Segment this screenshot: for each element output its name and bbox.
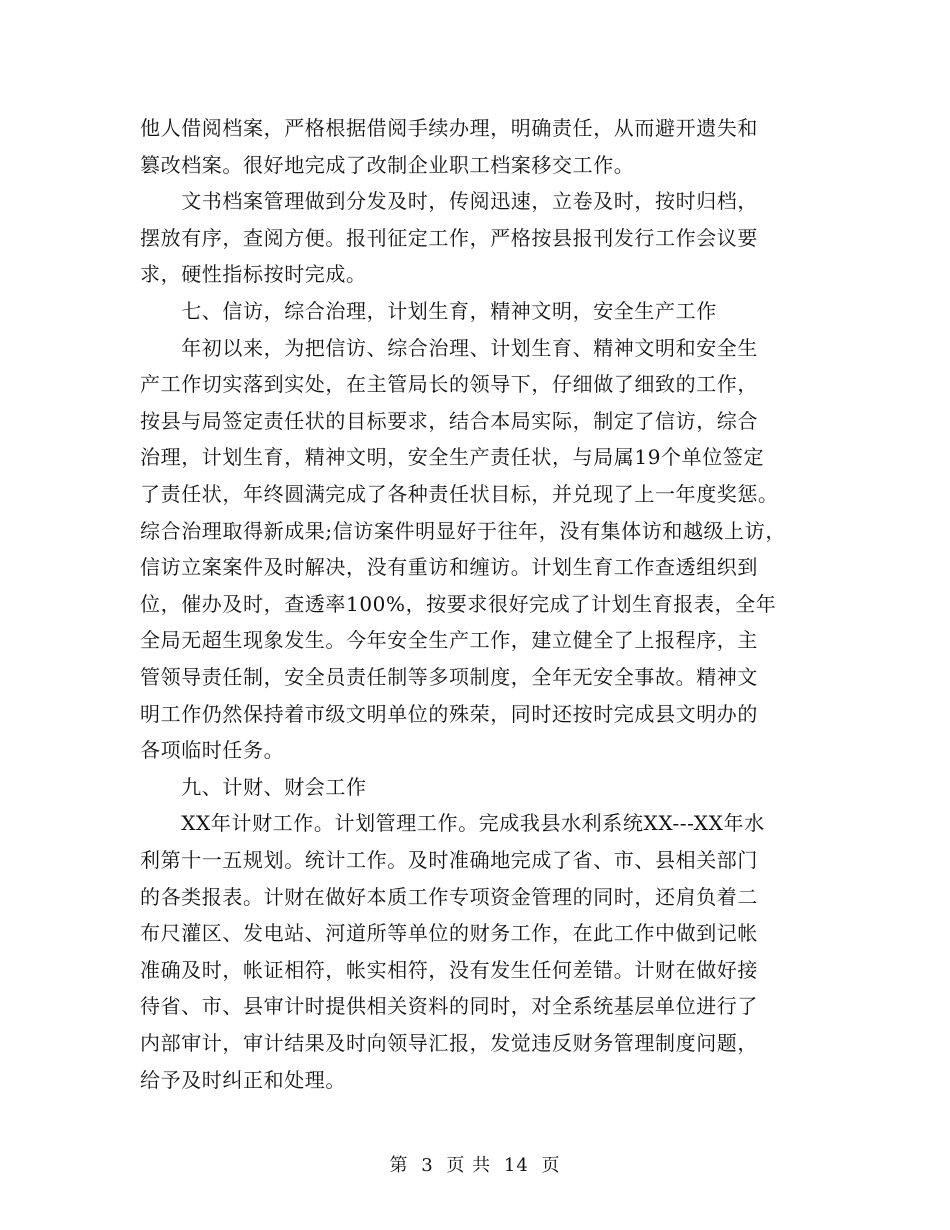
text-line: 年初以来，为把信访、综合治理、计划生育、精神文明和安全生 xyxy=(140,335,758,360)
text-line: 准确及时，帐证相符，帐实相符，没有发生任何差错。计财在做好接 xyxy=(140,957,758,982)
text-line: 了责任状，年终圆满完成了各种责任状目标，并兑现了上一年度奖惩。 xyxy=(140,482,779,506)
text-line: 利第十一五规划。统计工作。及时准确地完成了省、市、县相关部门 xyxy=(140,848,758,872)
text-line: 九、计财、财会工作 xyxy=(140,774,367,799)
footer-prefix: 第 xyxy=(389,1155,409,1176)
text-line: 布尺灌区、发电站、河道所等单位的财务工作，在此工作中做到记帐 xyxy=(140,921,758,946)
text-line: 篡改档案。很好地完成了改制企业职工档案移交工作。 xyxy=(140,152,635,177)
text-line: 内部审计，审计结果及时向领导汇报，发觉违反财务管理制度问题， xyxy=(140,1031,758,1055)
text-line: 摆放有序，查阅方便。报刊征定工作，严格按县报刊发行工作会议要 xyxy=(140,225,758,250)
text-line: 产工作切实落到实处，在主管局长的领导下，仔细做了细致的工作， xyxy=(140,372,758,397)
text-line: 的各类报表。计财在做好本质工作专项资金管理的同时，还肩负着二 xyxy=(140,884,758,909)
page-footer xyxy=(0,1155,950,1177)
text-line: 明工作仍然保持着市级文明单位的殊荣，同时还按时完成县文明办的 xyxy=(140,701,758,726)
text-line: 给予及时纠正和处理。 xyxy=(140,1067,346,1092)
text-line: 他人借阅档案，严格根据借阅手续办理，明确责任，从而避开遗失和 xyxy=(140,116,758,140)
text-line: 治理，计划生育，精神文明，安全生产责任状，与局属19个单位签定 xyxy=(140,445,765,470)
text-line: 综合治理取得新成果;信访案件明显好于往年，没有集体访和越级上访， xyxy=(140,518,786,543)
text-line: 信访立案案件及时解决，没有重访和缠访。计划生育工作查透组织到 xyxy=(140,555,758,580)
text-line: 各项临时任务。 xyxy=(140,738,285,763)
text-line: 待省、市、县审计时提供相关资料的同时，对全系统基层单位进行了 xyxy=(140,994,758,1019)
total-page-count: 14 xyxy=(503,1155,529,1176)
text-line: 位，催办及时，查透率100%，按要求很好完成了计划生育报表，全年 xyxy=(140,591,777,616)
text-line: XX年计财工作。计划管理工作。完成我县水利系统XX---XX年水 xyxy=(140,811,765,836)
text-line: 管领导责任制，安全员责任制等多项制度，全年无安全事故。精神文 xyxy=(140,665,758,689)
text-line: 七、信访，综合治理，计划生育，精神文明，安全生产工作 xyxy=(140,299,717,323)
text-line: 文书档案管理做到分发及时，传阅迅速，立卷及时，按时归档， xyxy=(140,189,758,214)
footer-middle: 页 共 xyxy=(446,1155,492,1176)
text-line: 按县与局签定责任状的目标要求，结合本局实际，制定了信访，综合 xyxy=(140,408,758,433)
footer-suffix: 页 xyxy=(541,1155,561,1176)
text-line: 求，硬性指标按时完成。 xyxy=(140,262,367,287)
current-page-number: 3 xyxy=(421,1155,434,1176)
text-line: 全局无超生现象发生。今年安全生产工作，建立健全了上报程序，主 xyxy=(140,628,758,653)
